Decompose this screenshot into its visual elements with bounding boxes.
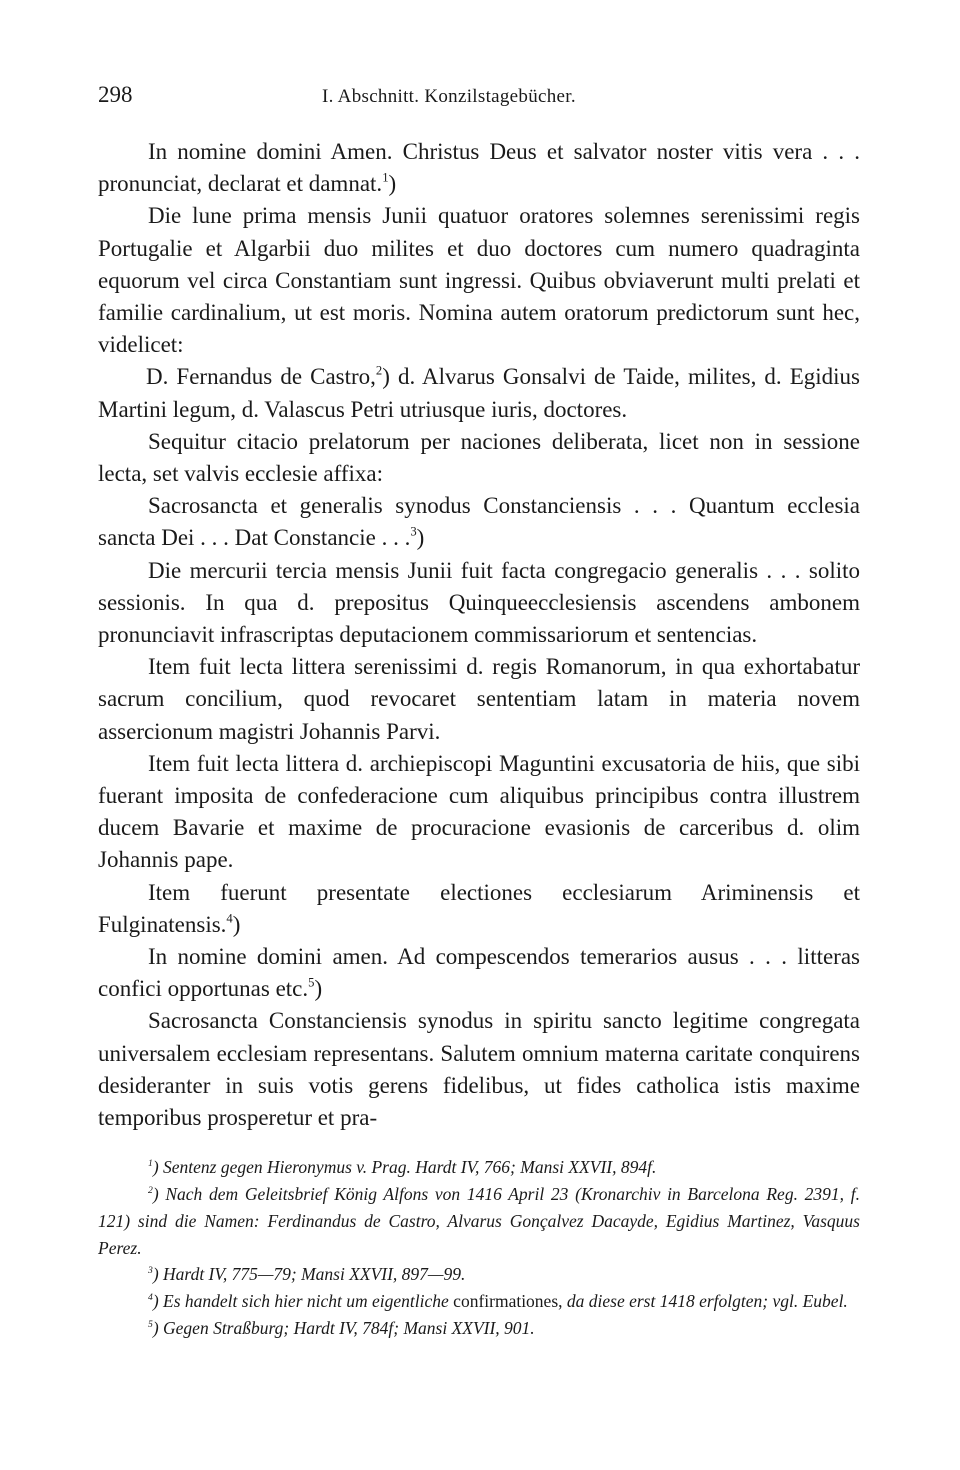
footnote-ref: 1 [382, 170, 389, 185]
page-header [98, 82, 860, 122]
footnotes [98, 1154, 860, 1342]
footnote-4: $^4$) Es handelt sich hier nicht um eigentliche confirmationes, da diese erst 1418 erfolgten; vgl. Eubel. [148, 1291, 848, 1312]
running-head: I. Abschnitt. Konzilstagebücher. [322, 86, 576, 107]
paragraph: Item fuit lecta littera serenissimi d. regis Romanorum, in qua exhortabatur sacrum concilium, quod revocaret sententiam latam in materia novem assercionum magistri Johannis Parvi. [98, 654, 860, 744]
footnote-ref: 3 [410, 524, 417, 539]
main-text [98, 136, 860, 1134]
footnote-2: $^2$) Nach dem Geleitsbrief König Alfons von 1416 April 23 (Kronarchiv in Barcelona Reg. 2391, f. 121) sind die Namen: Ferdinandus de Castro, Alvarus Gonçalvez Dacayde, Egidius Martinez, Vasquus Perez. [98, 1184, 860, 1258]
paragraph: D. Fernandus de Castro,$^2$) d. Alvarus Gonsalvi de Taide, milites, d. Egidius Martini legum, d. Valascus Petri utriusque iuris, doctores. [98, 363, 860, 422]
footnote-mark: 3 [148, 1265, 153, 1277]
footnote-mark: 4 [148, 1292, 153, 1304]
book-page [98, 82, 860, 1342]
footnote-ref: 5 [308, 975, 315, 990]
paragraph: In nomine domini Amen. Christus Deus et salvator noster vitis vera . . . pronunciat, declarat et damnat.$^1$) [98, 139, 860, 197]
footnote-mark: 5 [148, 1318, 153, 1330]
footnote-1: $^1$) Sentenz gegen Hieronymus v. Prag. Hardt IV, 766; Mansi XXVII, 894f. [148, 1157, 657, 1178]
paragraph: Sacrosancta Constanciensis synodus in spiritu sancto legitime congregata universalem ecclesiam representans. Salutem omnium materna caritate conquirens desideranter in suis votis gerens fidelibus, ut fides catholica istis maxime temporibus prosperetur et pra- [98, 1008, 860, 1131]
paragraph: Die mercurii tercia mensis Junii fuit facta congregacio generalis . . . solito sessionis. In qua d. prepositus Quinqueecclesiensis ascendens ambonem pronunciavit infrascriptas deputacionem commissariorum et sentencias. [98, 557, 860, 648]
footnote-mark: 1 [148, 1158, 153, 1170]
footnote-ref: 4 [226, 911, 233, 926]
footnote-5: $^5$) Gegen Straßburg; Hardt IV, 784f; Mansi XXVII, 901. [148, 1318, 535, 1339]
paragraph: Item fuit lecta littera d. archiepiscopi Maguntini excusatoria de hiis, que sibi fuerant imposita de confederacione cum aliquibus principibus contra illustrem ducem Bavarie et maxime de procuracione evasionis de carceribus d. olim Johannis pape. [98, 750, 860, 873]
paragraph: Sequitur citacio prelatorum per naciones deliberata, licet non in sessione lecta, set valvis ecclesie affixa: [98, 428, 860, 487]
paragraph: Die lune prima mensis Junii quatuor oratores solemnes serenissimi regis Portugalie et Algarbii duo milites et duo doctores cum numero quadraginta equorum vel circa Constantiam sunt ingressi. Quibus obviaverunt multi prelati et familie cardinalium, ut est moris. Nomina autem oratorum predictorum sunt hec, videlicet: [98, 203, 860, 358]
paragraph: In nomine domini amen. Ad compescendos temerarios ausus . . . litteras confici opportunas etc.$^5$) [98, 944, 860, 1002]
footnote-ref: 2 [375, 363, 383, 378]
paragraph: Item fuerunt presentate electiones ecclesiarum Ariminensis et Fulginatensis.$^4$) [98, 879, 860, 937]
footnote-mark: 2 [148, 1184, 153, 1196]
page-number: 298 [98, 82, 133, 107]
footnote-3: $^3$) Hardt IV, 775—79; Mansi XXVII, 897—99. [148, 1264, 466, 1285]
paragraph: Sacrosancta et generalis synodus Constanciensis . . . Quantum ecclesia sancta Dei . . . Dat Constancie . . .$^3$) [98, 493, 860, 551]
